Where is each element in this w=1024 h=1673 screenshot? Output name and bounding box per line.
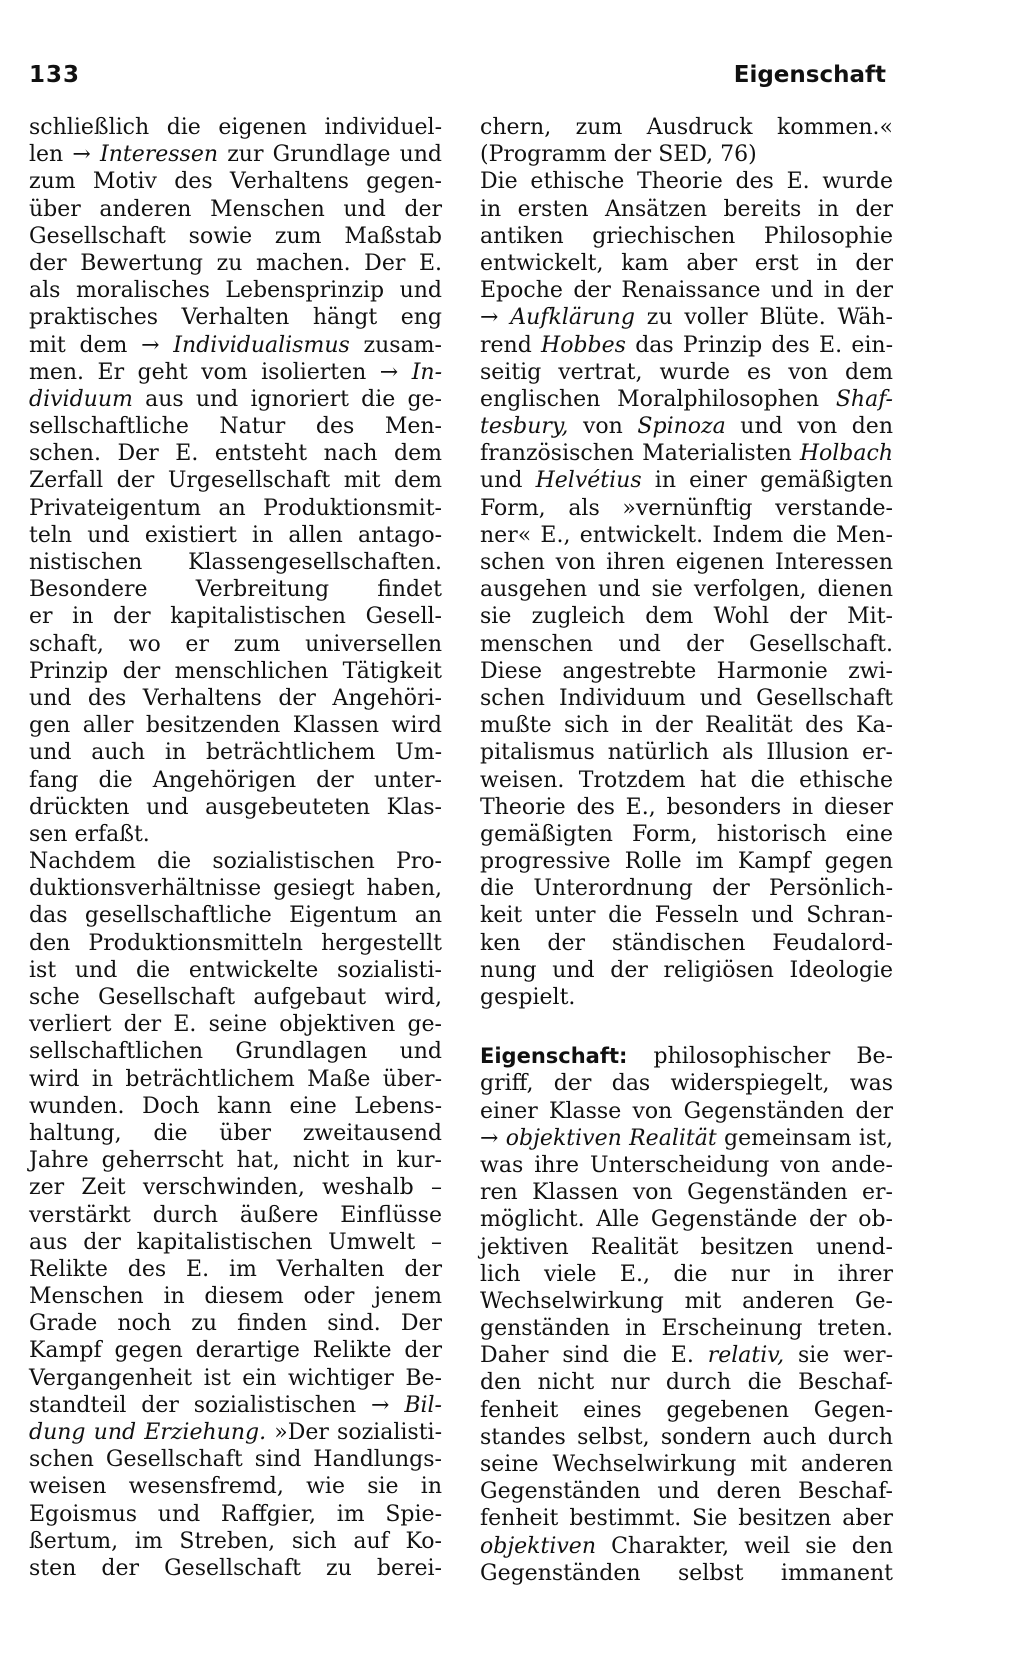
text-line — [480, 1315, 893, 1342]
text-segment: Daher sind die E. — [480, 1343, 708, 1369]
text-line — [29, 549, 442, 576]
cross-reference-term: tesbury, — [480, 414, 569, 440]
text-segment: schaft, wo er zum universellen — [29, 631, 442, 657]
text-segment: genständen in Erscheinung treten. — [480, 1316, 893, 1342]
text-segment: seitig vertrat, wurde es von dem — [480, 359, 893, 385]
text-line — [480, 1505, 893, 1532]
text-line — [480, 1261, 893, 1288]
text-line — [29, 1555, 442, 1582]
text-segment: Grade noch zu finden sind. Der — [29, 1311, 442, 1337]
text-segment: Die ethische Theorie des E. wurde — [480, 169, 893, 195]
text-segment: Relikte des E. im Verhalten der — [29, 1256, 442, 1282]
text-line — [29, 386, 442, 413]
cross-reference-term: dividuum — [29, 386, 133, 412]
text-line — [480, 141, 893, 168]
text-segment: Zerfall der Urgesellschaft mit dem — [29, 468, 442, 494]
text-line — [480, 930, 893, 957]
text-line — [29, 141, 442, 168]
text-segment: aus der kapitalistischen Umwelt – — [29, 1229, 442, 1255]
text-line — [480, 1043, 893, 1070]
text-segment: Vergangenheit ist ein wichtiger Be- — [29, 1365, 442, 1391]
text-segment: als moralisches Lebensprinzip und — [29, 278, 442, 304]
text-segment: von — [568, 414, 638, 440]
text-line — [29, 631, 442, 658]
text-segment: Gesellschaft sowie zum Maßstab — [29, 223, 442, 249]
text-segment: standes selbst, sondern auch durch — [480, 1424, 893, 1450]
text-segment: sellschaftlichen Grundlagen und — [29, 1039, 442, 1065]
text-line — [480, 359, 893, 386]
text-segment: pitalismus natürlich als Illusion er- — [480, 740, 893, 766]
text-segment: zer Zeit verschwinden, weshalb – — [29, 1175, 442, 1201]
cross-reference-term: objektiven — [480, 1533, 596, 1559]
text-line — [29, 1229, 442, 1256]
text-line — [29, 196, 442, 223]
text-line — [480, 685, 893, 712]
entry-continuation — [480, 114, 893, 1011]
text-segment: standteil der sozialistischen → — [29, 1392, 405, 1418]
text-line — [29, 984, 442, 1011]
text-segment: sellschaftliche Natur des Men- — [29, 414, 442, 440]
text-line — [29, 1337, 442, 1364]
text-segment: und — [480, 468, 536, 494]
text-line — [29, 875, 442, 902]
text-line — [480, 1288, 893, 1315]
text-line — [29, 1147, 442, 1174]
text-line — [480, 277, 893, 304]
text-line — [29, 712, 442, 739]
text-segment: Gegenständen selbst immanent — [480, 1560, 893, 1586]
text-line — [29, 359, 442, 386]
text-line — [29, 1501, 442, 1528]
text-line — [29, 413, 442, 440]
text-line — [480, 1234, 893, 1261]
text-line — [29, 495, 442, 522]
text-segment: lich viele E., die nur in ihrer — [480, 1261, 893, 1287]
text-segment: den Produktionsmitteln hergestellt — [29, 930, 442, 956]
text-line — [29, 223, 442, 250]
page-header — [29, 62, 886, 96]
text-segment: englischen Moralphilosophen — [480, 386, 836, 412]
text-line — [480, 658, 893, 685]
text-line — [29, 250, 442, 277]
text-segment: sten der Gesellschaft zu berei- — [29, 1555, 442, 1581]
text-segment: in ersten Ansätzen bereits in der — [480, 196, 893, 222]
text-segment: entwickelt, kam aber erst in der — [480, 250, 893, 276]
text-segment: den nicht nur durch die Beschaf- — [480, 1370, 893, 1396]
text-line — [29, 467, 442, 494]
cross-reference-term: dung und Erziehung. — [29, 1420, 267, 1445]
text-line — [480, 440, 893, 467]
text-line — [29, 1066, 442, 1093]
text-line — [29, 930, 442, 957]
text-segment: was ihre Unterscheidung von ande- — [480, 1152, 893, 1178]
text-line — [29, 767, 442, 794]
text-line — [480, 848, 893, 875]
text-segment: sche Gesellschaft aufgebaut wird, — [29, 985, 442, 1010]
text-line — [29, 576, 442, 603]
text-line — [29, 603, 442, 630]
text-line — [480, 522, 893, 549]
text-segment: ren Klassen von Gegenständen er- — [480, 1180, 893, 1206]
text-segment: Egoismus und Raffgier, im Spie- — [29, 1501, 442, 1527]
cross-reference-term: In- — [411, 359, 442, 385]
text-line — [29, 1528, 442, 1555]
text-line — [480, 1451, 893, 1478]
text-line — [480, 1206, 893, 1233]
text-segment: über anderen Menschen und der — [29, 196, 442, 222]
text-segment: Charakter, weil sie den — [596, 1533, 893, 1559]
text-segment: möglicht. Alle Gegenstände der ob- — [480, 1207, 893, 1233]
cross-reference-term: Bil- — [404, 1392, 442, 1418]
text-line — [480, 332, 893, 359]
text-segment: ist und die entwickelte sozialisti- — [29, 957, 442, 983]
cross-reference-term: Holbach — [799, 441, 893, 467]
right-column — [480, 114, 893, 1587]
text-segment: schließlich die eigenen individuel- — [29, 115, 442, 140]
text-segment: fenheit bestimmt. Sie besitzen aber — [480, 1506, 893, 1532]
text-segment: der Bewertung zu machen. Der E. — [29, 250, 442, 276]
text-line — [29, 304, 442, 331]
text-line — [29, 1283, 442, 1310]
text-segment: teln und existiert in allen antago- — [29, 522, 442, 548]
text-line — [480, 1179, 893, 1206]
text-line — [480, 467, 893, 494]
text-line — [29, 1093, 442, 1120]
text-line — [480, 250, 893, 277]
text-line — [29, 114, 442, 141]
text-line — [480, 1342, 893, 1369]
text-line — [29, 1011, 442, 1038]
text-line — [29, 1120, 442, 1147]
text-line — [480, 1125, 893, 1152]
text-line — [29, 1392, 442, 1419]
text-segment: seine Wechselwirkung mit anderen — [480, 1452, 893, 1477]
text-segment: philosophischer Be- — [627, 1044, 893, 1070]
text-segment: verstärkt durch äußere Einflüsse — [29, 1202, 442, 1228]
text-segment: sie zugleich dem Wohl der Mit- — [480, 604, 893, 630]
text-line — [29, 902, 442, 929]
text-line — [29, 739, 442, 766]
text-segment: zu voller Blüte. Wäh- — [634, 305, 893, 331]
text-segment: Prinzip der menschlichen Tätigkeit — [29, 658, 442, 684]
text-segment: Form, als »vernünftig verstande- — [480, 495, 893, 521]
text-segment: in einer gemäßigten — [641, 468, 893, 494]
text-segment: einer Klasse von Gegenständen der — [480, 1098, 893, 1124]
text-line — [29, 848, 442, 875]
text-segment: Diese angestrebte Harmonie zwi- — [480, 658, 893, 684]
text-segment: wird in beträchtlichem Maße über- — [29, 1066, 442, 1092]
text-segment: Jahre geherrscht hat, nicht in kur- — [29, 1148, 442, 1174]
headword: Eigenschaft: — [480, 1044, 628, 1069]
text-segment: weisen. Trotzdem hat die ethische — [480, 767, 893, 793]
text-line — [480, 386, 893, 413]
text-line — [480, 168, 893, 195]
text-segment: gen aller besitzenden Klassen wird — [29, 713, 442, 739]
text-line — [29, 1365, 442, 1392]
text-segment: französischen Materialisten — [480, 441, 800, 467]
text-segment: mit dem → — [29, 332, 174, 358]
text-segment: verliert der E. seine objektiven ge- — [29, 1012, 442, 1038]
text-segment: schen. Der E. entsteht nach dem — [29, 441, 442, 467]
text-segment: zusam- — [349, 332, 442, 358]
text-segment: Privateigentum an Produktionsmit- — [29, 495, 442, 521]
text-line — [29, 1174, 442, 1201]
text-line — [29, 658, 442, 685]
text-segment: men. Er geht vom isolierten → — [29, 359, 412, 385]
text-line — [480, 984, 893, 1011]
text-line — [480, 1478, 893, 1505]
text-segment: nistischen Klassengesellschaften. — [29, 550, 442, 575]
text-line — [480, 576, 893, 603]
text-line — [29, 332, 442, 359]
text-segment: fang die Angehörigen der unter- — [29, 767, 442, 793]
text-segment: schen von ihren eigenen Interessen — [480, 550, 893, 575]
text-segment: Epoche der Renaissance und in der — [480, 278, 893, 304]
text-segment: das Prinzip des E. ein- — [625, 332, 894, 358]
page-number: 133 — [29, 62, 81, 88]
text-segment: Menschen in diesem oder jenem — [29, 1284, 442, 1310]
text-line — [480, 1533, 893, 1560]
text-segment: zum Motiv des Verhaltens gegen- — [29, 169, 442, 195]
text-line — [29, 1473, 442, 1500]
text-line — [480, 549, 893, 576]
text-line — [480, 196, 893, 223]
text-segment: keit unter die Fesseln und Schran- — [480, 903, 893, 929]
text-segment: → — [480, 1125, 506, 1151]
text-segment: ner« E., entwickelt. Indem die Men- — [480, 522, 893, 548]
text-line — [29, 1310, 442, 1337]
entry-eigenschaft — [480, 1043, 893, 1587]
running-head: Eigenschaft — [733, 62, 886, 88]
text-line — [480, 631, 893, 658]
text-segment: praktisches Verhalten hängt eng — [29, 305, 442, 331]
text-segment: sen erfaßt. — [29, 821, 150, 847]
text-segment: duktionsverhältnisse gesiegt haben, — [29, 876, 442, 902]
text-line — [480, 875, 893, 902]
text-segment: aus und ignoriert die ge- — [132, 386, 442, 412]
text-segment: Nachdem die sozialistischen Pro- — [29, 849, 442, 875]
text-line — [480, 821, 893, 848]
text-line — [480, 767, 893, 794]
cross-reference-term: Shaf- — [835, 386, 893, 412]
text-segment: das gesellschaftliche Eigentum an — [29, 903, 442, 929]
text-line — [480, 495, 893, 522]
cross-reference-term: Aufklärung — [510, 305, 635, 331]
text-segment: progressive Rolle im Kampf gegen — [480, 849, 893, 875]
text-segment: Besondere Verbreitung findet — [29, 577, 442, 603]
text-segment: gemeinsam ist, — [716, 1125, 893, 1151]
text-segment: gemäßigten Form, historisch eine — [480, 821, 893, 847]
text-segment: und des Verhaltens der Angehöri- — [29, 685, 442, 711]
text-line — [480, 114, 893, 141]
text-line — [29, 1038, 442, 1065]
text-line — [29, 685, 442, 712]
text-segment: (Programm der SED, 76) — [480, 142, 757, 168]
text-segment: und auch in beträchtlichem Um- — [29, 740, 442, 766]
text-segment: len → — [29, 142, 100, 168]
text-line — [480, 1397, 893, 1424]
cross-reference-term: Helvétius — [535, 468, 642, 494]
cross-reference-term: Interessen — [100, 142, 219, 168]
text-segment: chern, zum Ausdruck kommen.« — [480, 115, 893, 140]
text-segment: wunden. Doch kann eine Lebens- — [29, 1093, 442, 1119]
text-segment: griff, der das widerspiegelt, was — [480, 1071, 893, 1097]
text-line — [29, 168, 442, 195]
text-line — [480, 794, 893, 821]
text-segment: → — [480, 305, 511, 331]
text-segment: haltung, die über zweitausend — [29, 1120, 442, 1146]
text-line — [29, 440, 442, 467]
text-segment: drückten und ausgebeuteten Klas- — [29, 794, 442, 820]
cross-reference-term: relativ, — [707, 1343, 785, 1369]
cross-reference-term: Spinoza — [637, 414, 726, 440]
text-segment: schen Individuum und Gesellschaft — [480, 685, 893, 711]
text-segment: ken der ständischen Feudalord- — [480, 930, 893, 956]
text-segment: sie wer- — [784, 1343, 893, 1369]
text-segment: Gegenständen und deren Beschaf- — [480, 1479, 893, 1505]
cross-reference-term: Individualismus — [173, 332, 350, 358]
text-line — [29, 1446, 442, 1473]
text-segment: menschen und der Gesellschaft. — [480, 631, 893, 657]
text-line — [29, 1202, 442, 1229]
text-line — [29, 277, 442, 304]
text-line — [29, 1256, 442, 1283]
text-segment: antiken griechischen Philosophie — [480, 223, 893, 249]
text-line — [480, 1424, 893, 1451]
text-segment: rend — [480, 332, 542, 358]
text-segment: Kampf gegen derartige Relikte der — [29, 1338, 442, 1364]
text-segment: gespielt. — [480, 985, 576, 1010]
text-segment: fenheit eines gegebenen Gegen- — [480, 1397, 893, 1423]
text-segment: schen Gesellschaft sind Handlungs- — [29, 1447, 442, 1473]
text-segment: »Der sozialisti- — [266, 1420, 443, 1445]
text-line — [480, 1070, 893, 1097]
text-line — [29, 957, 442, 984]
text-line — [480, 304, 893, 331]
text-line — [480, 1369, 893, 1396]
text-line — [480, 902, 893, 929]
text-line — [29, 821, 442, 848]
text-line — [29, 522, 442, 549]
text-line — [480, 1560, 893, 1587]
text-segment: ßertum, im Streben, sich auf Ko- — [29, 1528, 442, 1554]
text-line — [29, 794, 442, 821]
text-line — [480, 1098, 893, 1125]
text-segment: mußte sich in der Realität des Ka- — [480, 713, 893, 739]
text-segment: weisen wesensfremd, wie sie in — [29, 1474, 442, 1500]
cross-reference-term: Hobbes — [541, 332, 626, 358]
text-line — [480, 603, 893, 630]
text-segment: zur Grundlage und — [218, 142, 442, 168]
text-line — [480, 1152, 893, 1179]
text-segment: er in der kapitalistischen Gesell- — [29, 604, 442, 630]
text-segment: Wechselwirkung mit anderen Ge- — [480, 1288, 893, 1314]
text-segment: jektiven Realität besitzen unend- — [480, 1234, 893, 1260]
text-segment: und von den — [725, 414, 893, 440]
text-line — [480, 712, 893, 739]
text-segment: Theorie des E., besonders in dieser — [480, 794, 893, 820]
text-segment: nung und der religiösen Ideologie — [480, 957, 893, 983]
text-line — [480, 739, 893, 766]
cross-reference-term: objektiven Realität — [505, 1125, 717, 1151]
text-segment: ausgehen und sie verfolgen, dienen — [480, 577, 893, 603]
text-line — [480, 957, 893, 984]
text-line — [29, 1419, 442, 1446]
left-column — [29, 114, 442, 1582]
text-segment: die Unterordnung der Persönlich- — [480, 876, 893, 902]
text-line — [480, 223, 893, 250]
text-line — [480, 413, 893, 440]
